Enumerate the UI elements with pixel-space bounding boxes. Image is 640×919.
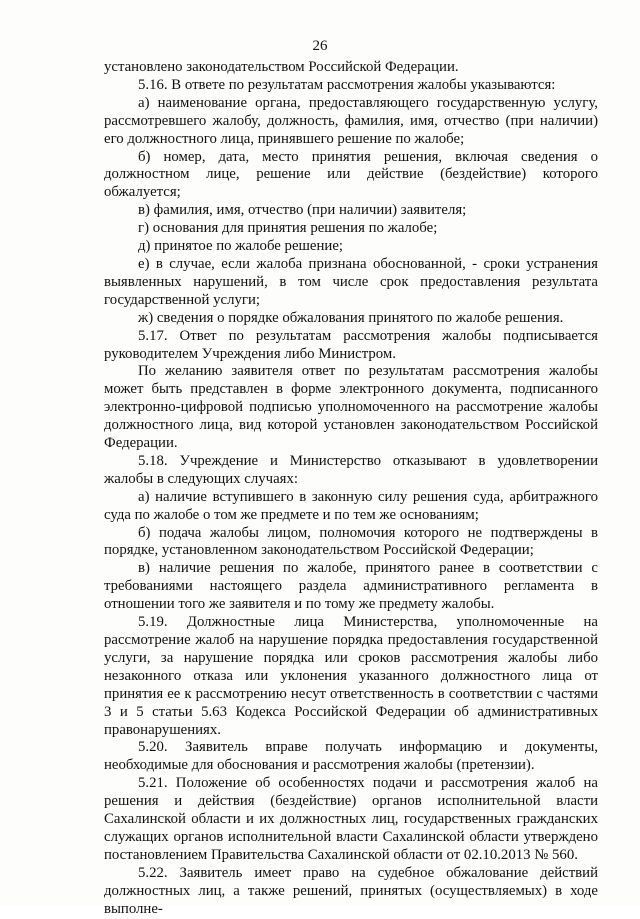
paragraph: По желанию заявителя ответ по результатам рассмотрения жалобы может быть представлен в форме электронного документа, подписанного электронно-цифровой подписью уполномоченного на рассмотрение жалобы должностного лица, вид которой установлен законодательством Российской Федерации. bbox=[104, 363, 598, 452]
paragraph: ж) сведения о порядке обжалования принятого по жалобе решения. bbox=[138, 309, 564, 326]
document-body bbox=[104, 59, 598, 919]
paragraph: г) основания для принятия решения по жалобе; bbox=[138, 220, 438, 237]
paragraph: 5.18. Учреждение и Министерство отказывают в удовлетворении жалобы в следующих случаях: bbox=[104, 452, 598, 487]
paragraph: установлено законодательством Российской Федерации. bbox=[104, 59, 459, 75]
page-number: 26 bbox=[312, 38, 328, 54]
paragraph: 5.22. Заявитель имеет право на судебное обжалование действий должностных лиц, а также решений, принятых (осуществляемых) в ходе выполне- bbox=[104, 864, 598, 917]
paragraph: е) в случае, если жалоба признана обоснованной, - сроки устранения выявленных нарушений, в том числе срок предоставления результата государственной услуги; bbox=[104, 255, 598, 308]
paragraph: 5.16. В ответе по результатам рассмотрения жалобы указываются: bbox=[138, 76, 556, 93]
paragraph: 5.17. Ответ по результатам рассмотрения жалобы подписывается руководителем Учреждения либо Министром. bbox=[104, 327, 598, 362]
paragraph: а) наличие вступившего в законную силу решения суда, арбитражного суда по жалобе о том же предмете и по тем же основаниям; bbox=[104, 488, 598, 523]
paragraph: д) принятое по жалобе решение; bbox=[138, 238, 343, 255]
paragraph: б) номер, дата, место принятия решения, включая сведения о должностном лице, решение или действие (бездействие) которого обжалуется; bbox=[104, 148, 598, 201]
paragraph: 5.21. Положение об особенностях подачи и рассмотрения жалоб на решения и действия (бездействие) органов исполнительной власти Сахалинской области и их должностных лиц, государственных гражданских служащих органов исполнительной власти Сахалинской области утверждено постановлением Правительства Сахалинской области от 02.10.2013 № 560. bbox=[104, 775, 598, 863]
paragraph: 5.20. Заявитель вправе получать информацию и документы, необходимые для обоснования и рассмотрения жалобы (претензии). bbox=[104, 739, 598, 774]
paragraph: в) наличие решения по жалобе, принятого ранее в соответствии с требованиями настоящего раздела административного регламента в отношении того же заявителя и по тому же предмету жалобы. bbox=[104, 560, 598, 613]
paragraph: 5.19. Должностные лица Министерства, уполномоченные на рассмотрение жалоб на нарушение порядка предоставления государственной услуги, за нарушение порядка или сроков рассмотрения жалобы либо незаконного отказа или уклонения указанного должностного лица от принятия ее к рассмотрению несут ответственность в соответствии с частями 3 и 5 статьи 5.63 Кодекса Российской Федерации об административных правонарушениях. bbox=[104, 614, 598, 738]
paragraph: б) подача жалобы лицом, полномочия которого не подтверждены в порядке, установленном законодательством Российской Федерации; bbox=[104, 524, 598, 559]
paragraph: а) наименование органа, предоставляющего государственную услугу, рассмотревшего жалобу, должность, фамилия, имя, отчество (при наличии) его должностного лица, принявшего решение по жалобе; bbox=[104, 94, 598, 147]
paragraph: в) фамилия, имя, отчество (при наличии) заявителя; bbox=[138, 202, 467, 219]
